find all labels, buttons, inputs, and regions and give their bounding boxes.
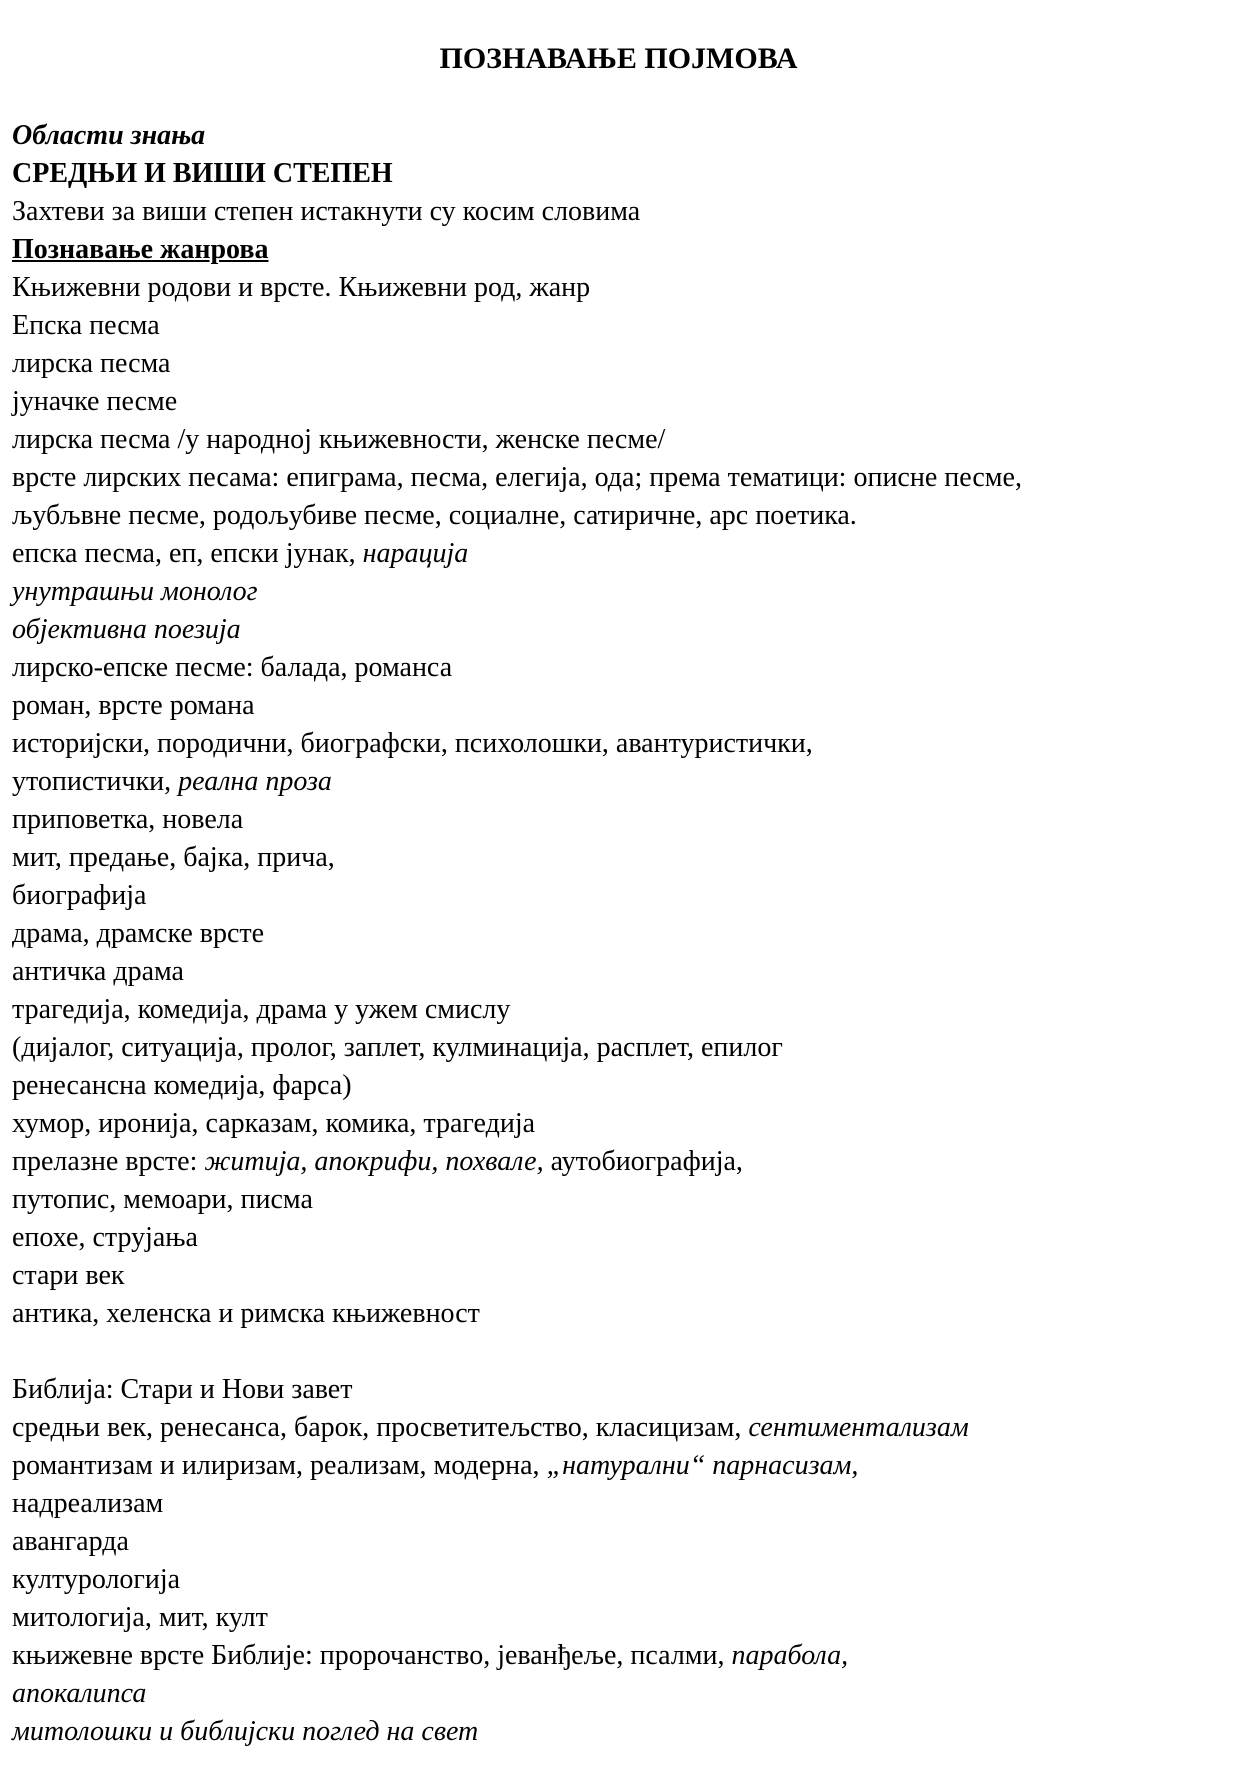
text-line: приповетка, новела — [12, 804, 244, 835]
text-line: античка драма — [12, 956, 184, 987]
text-line: Епска песма — [12, 310, 160, 341]
blank-line — [12, 1333, 1227, 1371]
text-line: лирска песма /у народној књижевности, женске песме/ — [12, 424, 666, 455]
text-line: апокалипса — [12, 1678, 147, 1709]
note-line: Захтеви за виши степен истакнути су косим словима — [12, 196, 641, 227]
text-line: драма, драмске врсте — [12, 918, 265, 949]
text-line: надреализам — [12, 1488, 164, 1519]
document-title: ПОЗНАВАЊЕ ПОЈМОВА — [439, 42, 798, 75]
text-line: историјски, породични, биографски, психолошки, авантуристички, — [12, 728, 813, 759]
text-line: путопис, мемоари, писма — [12, 1184, 313, 1215]
text-line: ренесансна комедија, фарса) — [12, 1070, 352, 1101]
text-line: хумор, иронија, сарказам, комика, трагедија — [12, 1108, 536, 1139]
text-line: објективна поезија — [12, 614, 241, 645]
text-span: романтизам и илиризам, реализам, модерна, — [12, 1450, 547, 1481]
text-line: стари век — [12, 1260, 125, 1291]
text-line: Књижевни родови и врсте. Књижевни род, жанр — [12, 272, 591, 303]
text-span: средњи век, ренесанса, барок, просветитељство, класицизам, — [12, 1412, 749, 1443]
text-line: епохе, струјања — [12, 1222, 198, 1253]
text-line: Библија: Стари и Нови завет — [12, 1374, 353, 1405]
text-line — [12, 1637, 1227, 1675]
text-line: трагедија, комедија, драма у ужем смислу — [12, 994, 511, 1025]
italic-span: реална проза — [178, 766, 332, 797]
text-line — [12, 535, 1227, 573]
text-line — [12, 1447, 1227, 1485]
text-line: антика, хеленска и римска књижевност — [12, 1298, 480, 1329]
italic-span: сентиментализам — [748, 1412, 969, 1443]
text-span: прелазне врсте: — [12, 1146, 205, 1177]
text-line: лирска песма — [12, 348, 171, 379]
text-span: књижевне врсте Библије: пророчанство, јеванђеље, псалми, — [12, 1640, 732, 1671]
text-line: јуначке песме — [12, 386, 178, 417]
document-body — [12, 117, 1227, 1751]
text-line — [12, 763, 1227, 801]
text-line: лирско-епске песме: балада, романса — [12, 652, 453, 683]
level-heading: СРЕДЊИ И ВИШИ СТЕПЕН — [12, 158, 393, 189]
text-span: утопистички, — [12, 766, 179, 797]
italic-span: „натурални“ парнасизам, — [546, 1450, 859, 1481]
text-line: унутрашњи монолог — [12, 576, 258, 607]
text-line: митолошки и библијски поглед на свет — [12, 1716, 479, 1747]
text-line: роман, врсте романа — [12, 690, 255, 721]
areas-heading: Области знања — [12, 120, 206, 151]
text-line: мит, предање, бајка, прича, — [12, 842, 335, 873]
section-title: Познавање жанрова — [12, 234, 269, 265]
text-span: аутобиографија, — [543, 1146, 743, 1177]
italic-span: житија, апокрифи, похвале, — [204, 1146, 544, 1177]
text-line: врсте лирских песама: епиграма, песма, елегија, ода; према тематици: описне песме, — [12, 462, 1022, 493]
text-line: биографија — [12, 880, 147, 911]
text-line — [12, 1409, 1227, 1447]
italic-span: парабола, — [731, 1640, 849, 1671]
text-span: епска песма, еп, епски јунак, — [12, 538, 363, 569]
text-line: културологија — [12, 1564, 181, 1595]
italic-span: нарација — [362, 538, 469, 569]
text-line: љубљвне песме, родољубиве песме, социалне, сатиричне, арс поетика. — [12, 500, 857, 531]
text-line — [12, 1143, 1227, 1181]
text-line: (дијалог, ситуација, пролог, заплет, кулминација, расплет, епилог — [12, 1032, 783, 1063]
text-line: авангарда — [12, 1526, 129, 1557]
text-line: митологија, мит, култ — [12, 1602, 268, 1633]
